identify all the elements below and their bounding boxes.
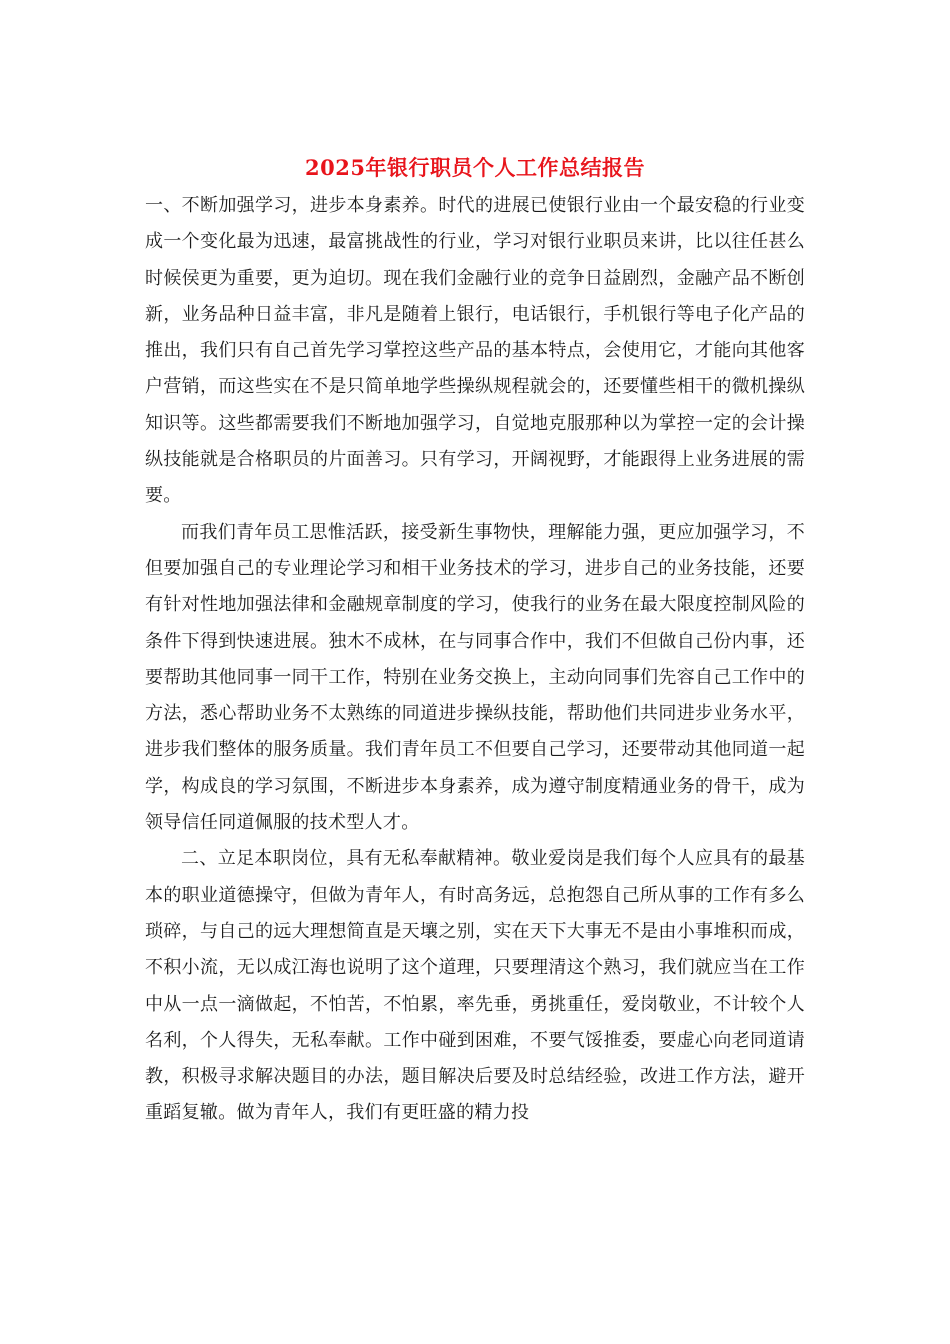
- paragraph-3: 二、立足本职岗位，具有无私奉献精神。敬业爱岗是我们每个人应具有的最基本的职业道德操守，但做为青年人，有时高务远，总抱怨自己所从事的工作有多么琐碎，与自己的远大理想简直是天壤之别，实在天下大事无不是由小事堆积而成，不积小流，无以成江海也说明了这个道理，只要理清这个熟习，我们就应当在工作中从一点一滴做起，不怕苦，不怕累，率先垂，勇挑重任，爱岗敬业，不计较个人名利，个人得失，无私奉献。工作中碰到困难，不要气馁推委，要虚心向老同道请教，积极寻求解决题目的办法，题目解决后要及时总结经验，改进工作方法，避开重蹈复辙。做为青年人，我们有更旺盛的精力投: [145, 848, 805, 1124]
- paragraph-2: 而我们青年员工思惟活跃，接受新生事物快，理解能力强，更应加强学习，不但要加强自己的专业理论学习和相干业务技术的学习，进步自己的业务技能，还要有针对性地加强法律和金融规章制度的学习，使我行的业务在最大限度控制风险的条件下得到快速进展。独木不成林，在与同事合作中，我们不但做自己份内事，还要帮助其他同事一同干工作，特别在业务交换上，主动向同事们先容自己工作中的方法，悉心帮助业务不太熟练的同道进步操纵技能，帮助他们共同进步业务水平，进步我们整体的服务质量。我们青年员工不但要自己学习，还要带动其他同道一起学，构成良的学习氛围，不断进步本身素养，成为遵守制度精通业务的骨干，成为领导信任同道佩服的技术型人才。: [145, 521, 805, 834]
- document-title: 2025年银行职员个人工作总结报告: [305, 155, 645, 180]
- document-page: [145, 150, 805, 1132]
- paragraph-1: 一、不断加强学习，进步本身素养。时代的进展已使银行业由一个最安稳的行业变成一个变化最为迅速，最富挑战性的行业，学习对银行业职员来讲，比以往任甚么时候侯更为重要，更为迫切。现在我们金融行业的竞争日益剧烈，金融产品不断创新，业务品种日益丰富，非凡是随着上银行，电话银行，手机银行等电子化产品的推出，我们只有自己首先学习掌控这些产品的基本特点，会使用它，才能向其他客户营销，而这些实在不是只简单地学些操纵规程就会的，还要懂些相干的微机操纵知识等。这些都需要我们不断地加强学习，自觉地克服那种以为掌控一定的会计操纵技能就是合格职员的片面善习。只有学习，开阔视野，才能跟得上业务进展的需要。: [145, 195, 805, 507]
